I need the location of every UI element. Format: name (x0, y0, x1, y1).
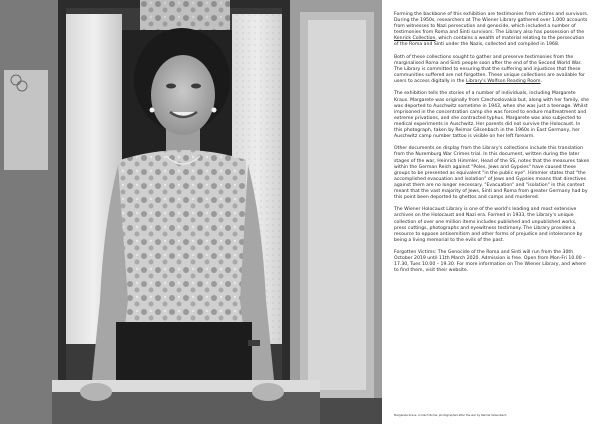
paragraph-text: . (540, 79, 542, 85)
wolfson-reading-room-link[interactable]: Library's Wolfson Reading Room (465, 79, 541, 85)
article-text (394, 12, 590, 416)
paragraph-wiener-library: The Wiener Holocaust Library is one of the world's leading and most extensive archives on the Holocaust and Nazi era. Formed in 1933, the Library's unique collection of over one million items includes published and unpublished works, press cuttings, photographs and eyewitness testimony. The Library provides a resource to oppose antisemitism and other forms of prejudice and intolerance by being a living memorial to the evils of the past. (394, 207, 583, 243)
paragraph-collections (394, 55, 590, 85)
paragraph-text: Forming the backbone of this exhibition are testimonies from victims and survivors. During the 1950s, researchers at The Wiener Library gathered over 1,000 accounts from witnesses to Nazi persecution and genocide, which included a number of testimonies from Roma and Sinti survivors. The Library also has possession of the (394, 12, 589, 36)
kenrick-collection-link[interactable]: Kenrick Collection (394, 36, 436, 42)
photo-caption: Margarete Kraus, a Czech Roma, photographed after the war by Reimar Gilsenbach. (394, 413, 508, 417)
paragraph-text: Both of these collections sought to gather and preserve testimonies from the marginalised Roma and Sinti people soon after the end of the Second World War. The Library is committed to ensuring that the suffering and injustices that these communities suffered are not forgotten. These unique collections are available for users to access digitally in the (394, 54, 585, 85)
paragraph-margarete-kraus: The exhibition tells the stories of a number of individuals, including Margarete Kraus. Margarete was originally from Czechoslovakia but, along with her family, she was deported to Auschwitz sometime in 1943, when she was just a teenage. Whilst imprisoned in the concentration camp she was forced to endure maltreatment and extreme privations, and she contracted typhus. Margarete was also subjected to medical experiments in Auschwitz. Her parents did not survive the Holocaust. In this photograph, taken by Reimar Gilsenbach in the 1960s in East Germany, her Auschwitz camp number tattoo is visible on her left forearm. (394, 91, 589, 140)
paragraph-text: , which contains a wealth of material relating to the persecution of the Roma and Sinti under the Nazis, collected and compiled in 1968. (394, 36, 585, 48)
paragraph-exhibition-info: Forgotten Victims: The Genocide of the Roma and Sinti will run from the 30th October 2019 until 11th March 2020. Admission is free. Open from Mon-Fri 10.00 – 17.30, Tues 10.00 – 19.30. For more information on The Wiener Library, and where to find them, visit their website. (394, 250, 586, 274)
paragraph-himmler-document: Other documents on display from the Library's collections include this translation from the Nuremburg War Crimes trial. In this document, written during the later stages of the war, Heinrich Himmler, Head of the SS, notes that the measures taken within the German Reich against "Poles, Jews and Gypsies" have caused these groups to be presented as equivalent "in the public eye". Himmler states that "the accomplished evacuation and isolation" of Jews and Gypsies means that directives against them are no longer necessary. "Evacuation" and "isolation" in this context meant that the vast majority of Jews, Sinti and Roma from greater Germany had by this point been deported to ghettos and camps and murdered. (394, 146, 590, 201)
paragraph-testimonies (394, 12, 590, 49)
